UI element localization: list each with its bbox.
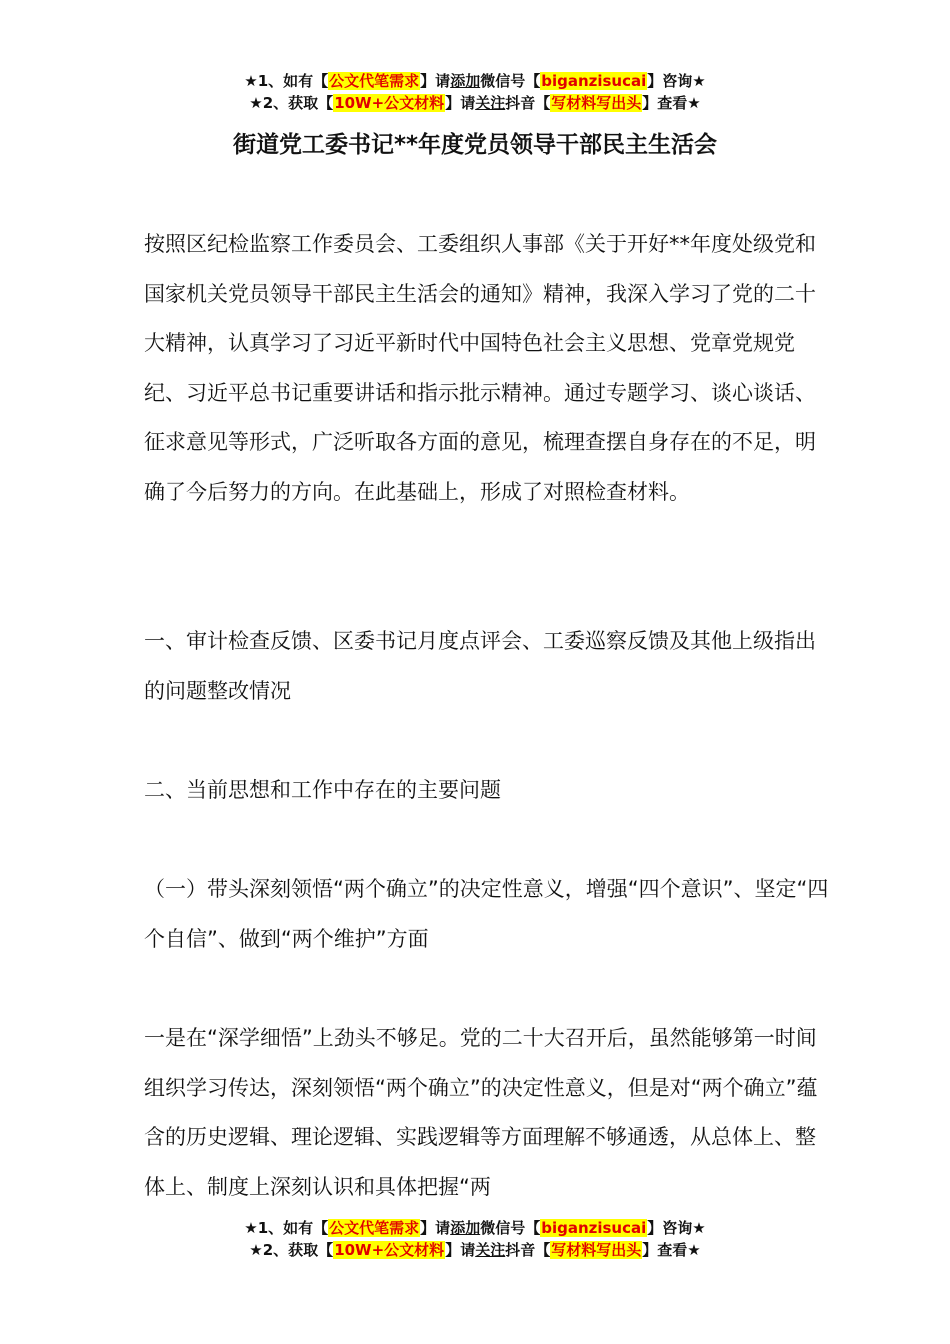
point-paragraph-1: 一是在“深学细悟”上劲头不够足。党的二十大召开后，虽然能够第一时间组织学习传达，深刻领悟“两个确立”的决定性意义，但是对“两个确立”蕴含的历史逻辑、理论逻辑、实践逻辑等方面理解不够通透，从总体上、整体上、制度上深刻认识和具体把握“两 bbox=[144, 1026, 818, 1199]
promo-banner-bottom bbox=[0, 1217, 950, 1261]
highlight-materials: 10W+公文材料 bbox=[334, 1241, 445, 1259]
promo-line-2: ★2、获取【10W+公文材料】请关注抖音【写材料写出头】查看★ bbox=[249, 94, 701, 112]
underline-follow: 关注 bbox=[475, 1241, 506, 1259]
document-title: 街道党工委书记**年度党员领导干部民主生活会 bbox=[232, 132, 718, 158]
promo-line-1: ★1、如有【公文代笔需求】请添加微信号【biganzisucai】咨询★ bbox=[244, 72, 706, 90]
highlight-douyin: 写材料写出头 bbox=[551, 1241, 642, 1259]
highlight-service: 公文代笔需求 bbox=[329, 1219, 420, 1237]
underline-follow: 关注 bbox=[475, 94, 506, 112]
intro-paragraph: 按照区纪检监察工作委员会、工委组织人事部《关于开好**年度处级党和国家机关党员领导干部民主生活会的通知》精神，我深入学习了党的二十大精神，认真学习了习近平新时代中国特色社会主义思想、党章党规党纪、习近平总书记重要讲话和指示批示精神。通过专题学习、谈心谈话、征求意见等形式，广泛听取各方面的意见，梳理查摆自身存在的不足，明确了今后努力的方向。在此基础上，形成了对照检查材料。 bbox=[144, 232, 816, 504]
section-heading-1: 一、审计检查反馈、区委书记月度点评会、工委巡察反馈及其他上级指出的问题整改情况 bbox=[144, 629, 816, 703]
promo-line-1-bottom: ★1、如有【公文代笔需求】请添加微信号【biganzisucai】咨询★ bbox=[244, 1219, 706, 1237]
highlight-douyin: 写材料写出头 bbox=[551, 94, 642, 112]
highlight-wechat-id: biganzisucai bbox=[541, 72, 647, 90]
underline-add: 添加 bbox=[450, 1219, 481, 1237]
highlight-materials: 10W+公文材料 bbox=[334, 94, 445, 112]
section-heading-2: 二、当前思想和工作中存在的主要问题 bbox=[144, 778, 501, 802]
subsection-heading-1: （一）带头深刻领悟“两个确立”的决定性意义，增强“四个意识”、坚定“四个自信”、做到“两个维护”方面 bbox=[144, 877, 829, 951]
promo-banner-top bbox=[0, 70, 950, 114]
underline-add: 添加 bbox=[450, 72, 481, 90]
promo-line-2-bottom: ★2、获取【10W+公文材料】请关注抖音【写材料写出头】查看★ bbox=[249, 1241, 701, 1259]
highlight-wechat-id: biganzisucai bbox=[541, 1219, 647, 1237]
highlight-service: 公文代笔需求 bbox=[329, 72, 420, 90]
